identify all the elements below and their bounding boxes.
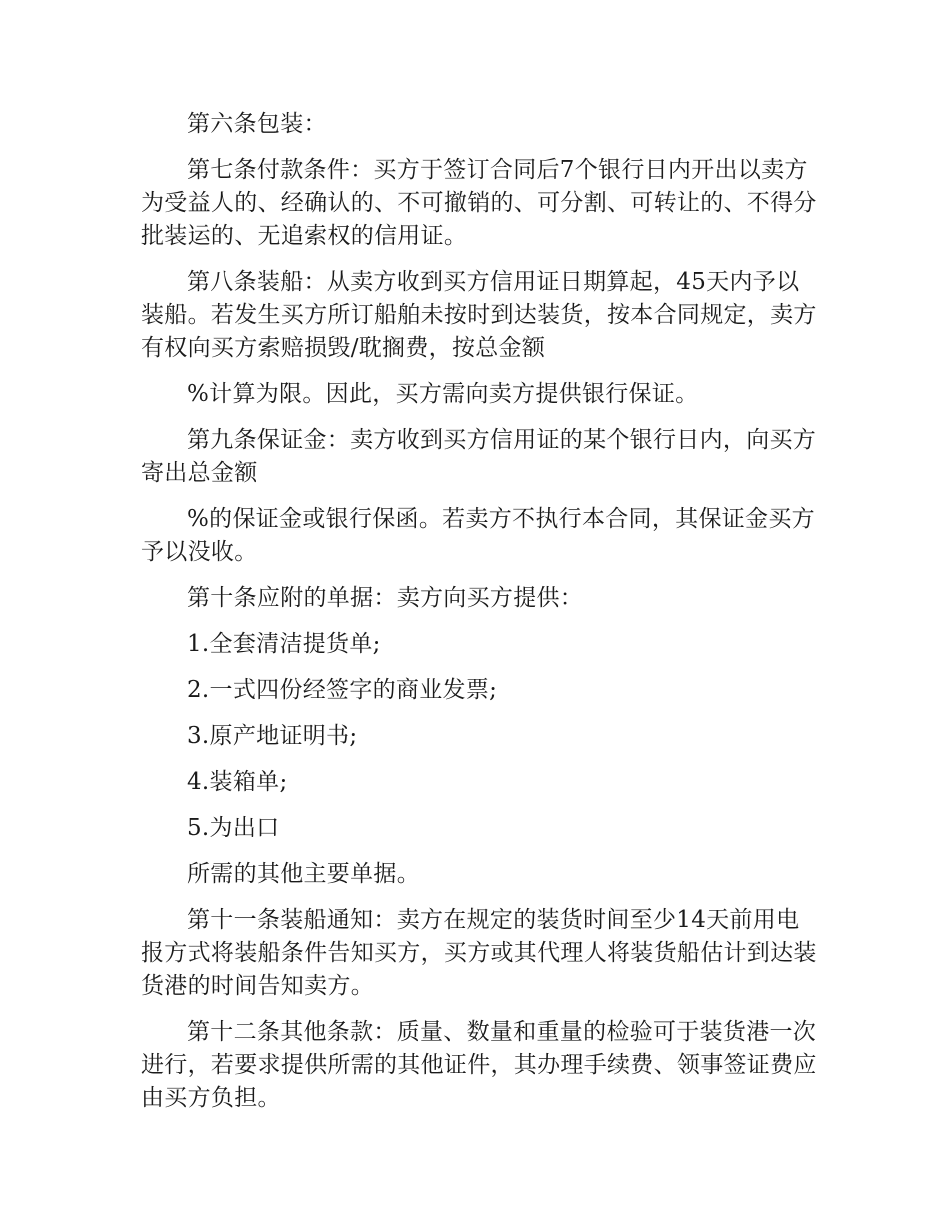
document-list-item: 3.原产地证明书; [187, 723, 358, 749]
document-list-continuation: 所需的其他主要单据。 [187, 861, 420, 887]
clause-6-packing: 第六条包装： [187, 111, 327, 137]
clause-12-other-terms: 第十二条其他条款：质量、数量和重量的检验可于装货港一次进行，若要求提供所需的其他证件，其办理手续费、领事签证费应由买方负担。 [141, 1019, 817, 1111]
clause-11-shipping-notice: 第十一条装船通知：卖方在规定的装货时间至少14天前用电报方式将装船条件告知买方，买方或其代理人将装货船估计到达装货港的时间告知卖方。 [141, 907, 817, 999]
clause-7-payment: 第七条付款条件：买方于签订合同后7个银行日内开出以卖方为受益人的、经确认的、不可撤销的、可分割、可转让的、不得分批装运的、无追索权的信用证。 [141, 157, 817, 249]
document-list-item: 2.一式四份经签字的商业发票; [187, 677, 498, 703]
clause-9-continuation: %的保证金或银行保函。若卖方不执行本合同，其保证金买方予以没收。 [141, 506, 815, 565]
document-list-item: 5.为出口 [187, 815, 280, 841]
clause-8-continuation: %计算为限。因此，买方需向卖方提供银行保证。 [187, 381, 699, 407]
clause-10-documents: 第十条应附的单据：卖方向买方提供： [187, 585, 584, 611]
clause-8-shipment: 第八条装船：从卖方收到买方信用证日期算起，45天内予以装船。若发生买方所订船舶未按时到达装货，按本合同规定，卖方有权向买方索赔损毁/耽搁费，按总金额 [141, 269, 817, 361]
document-list-item: 1.全套清洁提货单; [187, 631, 381, 657]
clause-9-deposit: 第九条保证金：卖方收到买方信用证的某个银行日内，向买方寄出总金额 [141, 427, 817, 486]
document-body [141, 108, 821, 1128]
document-list-item: 4.装箱单; [187, 769, 288, 795]
